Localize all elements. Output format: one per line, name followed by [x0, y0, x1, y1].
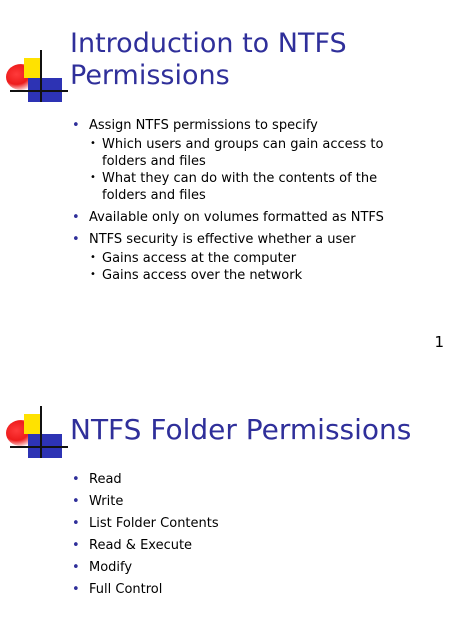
logo-vertical-line: [40, 50, 42, 102]
bullet-item: • Write: [70, 493, 410, 510]
logo-horizontal-line: [10, 90, 68, 92]
bullet-item: [70, 117, 410, 204]
bullet-item: • Read: [70, 471, 410, 488]
slide-title: NTFS Folder Permissions: [70, 413, 412, 446]
bullet-item: • Modify: [70, 559, 410, 576]
bullet-item: • Read & Execute: [70, 537, 410, 554]
logo-yellow-shape: [24, 414, 40, 434]
title-line-2: Permissions: [70, 60, 230, 91]
bullet-text: Available only on volumes formatted as NTFS: [89, 210, 384, 225]
bullet-item: • Full Control: [70, 581, 410, 598]
logo-yellow-shape: [24, 58, 40, 78]
bullet-list: [70, 117, 410, 289]
title-line-1: Introduction to NTFS: [70, 28, 347, 59]
sub-bullet-list: [89, 250, 410, 284]
bullet-text: Assign NTFS permissions to specify: [89, 118, 318, 133]
bullet-item: • List Folder Contents: [70, 515, 410, 532]
slide-logo-icon: [0, 50, 70, 120]
slide-title: [70, 28, 460, 92]
slide-2: [0, 380, 474, 632]
sub-bullet-item: • Gains access over the network: [89, 267, 410, 284]
bullet-item: [70, 209, 410, 226]
sub-bullet-list: [89, 136, 410, 204]
logo-horizontal-line: [10, 446, 68, 448]
bullet-item: [70, 231, 410, 284]
slide-page-number: 1: [434, 333, 444, 351]
logo-vertical-line: [40, 406, 42, 458]
bullet-text: NTFS security is effective whether a user: [89, 232, 356, 247]
bullet-list: [70, 471, 410, 603]
sub-bullet-item: • What they can do with the contents of the folders and files: [89, 170, 410, 204]
sub-bullet-item: • Gains access at the computer: [89, 250, 410, 267]
slide-logo-icon: [0, 406, 70, 476]
sub-bullet-item: • Which users and groups can gain access to folders and files: [89, 136, 410, 170]
